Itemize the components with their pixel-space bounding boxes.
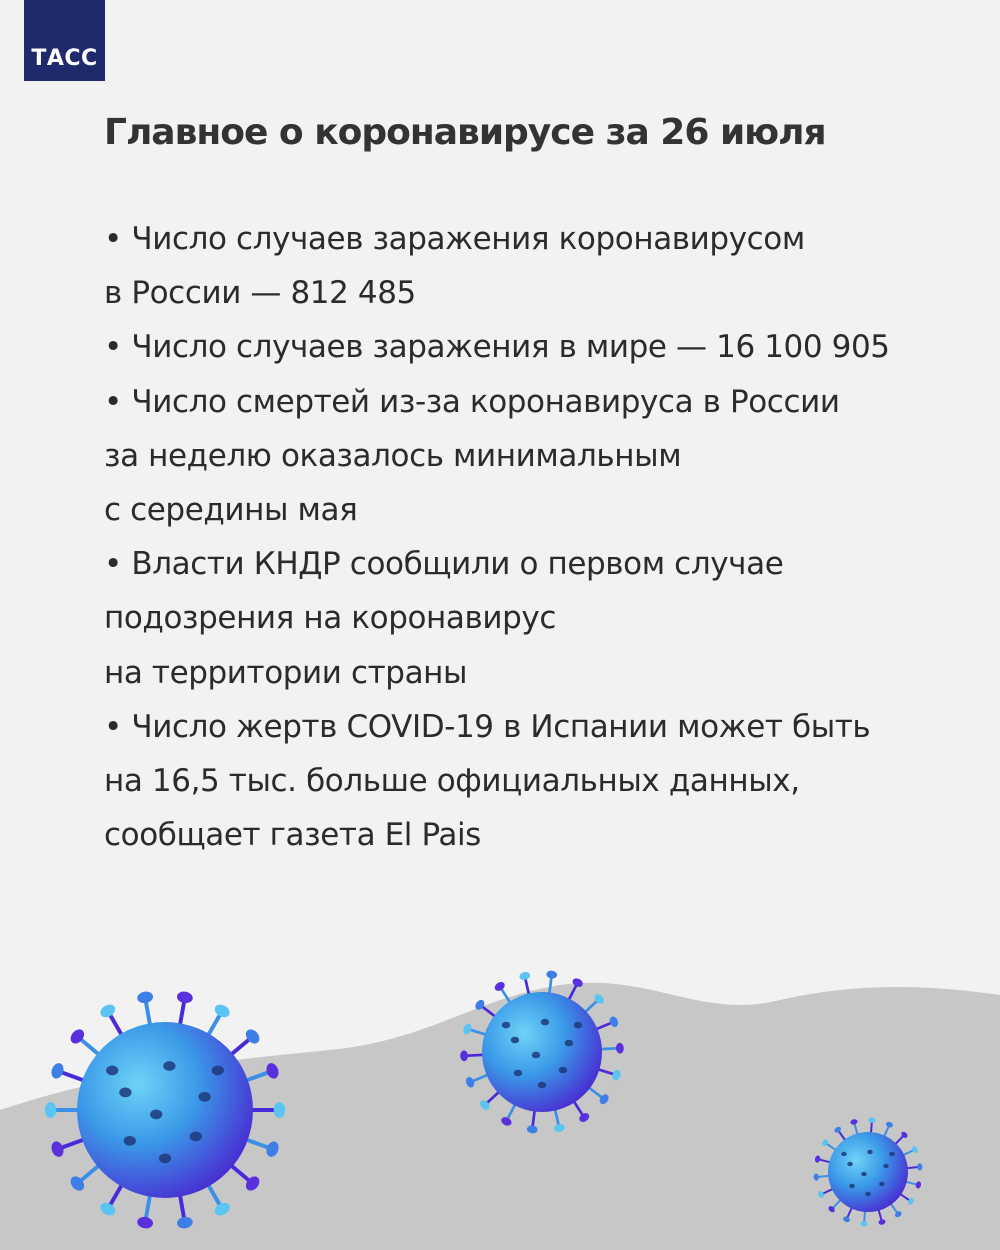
news-list <box>104 212 890 862</box>
coronavirus-icon <box>35 980 295 1240</box>
news-item <box>104 320 890 374</box>
news-item <box>104 212 890 320</box>
news-line: за неделю оказалось минимальным <box>104 437 682 474</box>
news-line: сообщает газета El Pais <box>104 817 481 854</box>
news-line: • Число жертв COVID-19 в Испании может быть <box>104 708 871 745</box>
news-line: • Власти КНДР сообщили о первом случае <box>104 546 784 583</box>
news-item <box>104 537 890 700</box>
news-item <box>104 375 890 538</box>
news-line: • Число случаев заражения коронавирусом <box>104 221 805 257</box>
news-item <box>104 700 890 863</box>
coronavirus-icon <box>808 1112 928 1232</box>
page-title: Главное о коронавирусе за 26 июля <box>104 112 826 153</box>
news-line: • Число случаев заражения в мире — 16 100 905 <box>104 329 890 366</box>
news-line: на 16,5 тыс. больше официальных данных, <box>104 763 800 800</box>
news-line: в России — 812 485 <box>104 275 416 312</box>
logo-text: ТАСС <box>31 46 98 71</box>
news-line: подозрения на коронавирус <box>104 600 556 637</box>
news-line: • Число смертей из-за коронавируса в России <box>104 383 840 420</box>
news-line: с середины мая <box>104 492 358 529</box>
tass-logo <box>24 0 105 81</box>
news-line: на территории страны <box>104 654 468 691</box>
coronavirus-icon <box>452 962 632 1142</box>
